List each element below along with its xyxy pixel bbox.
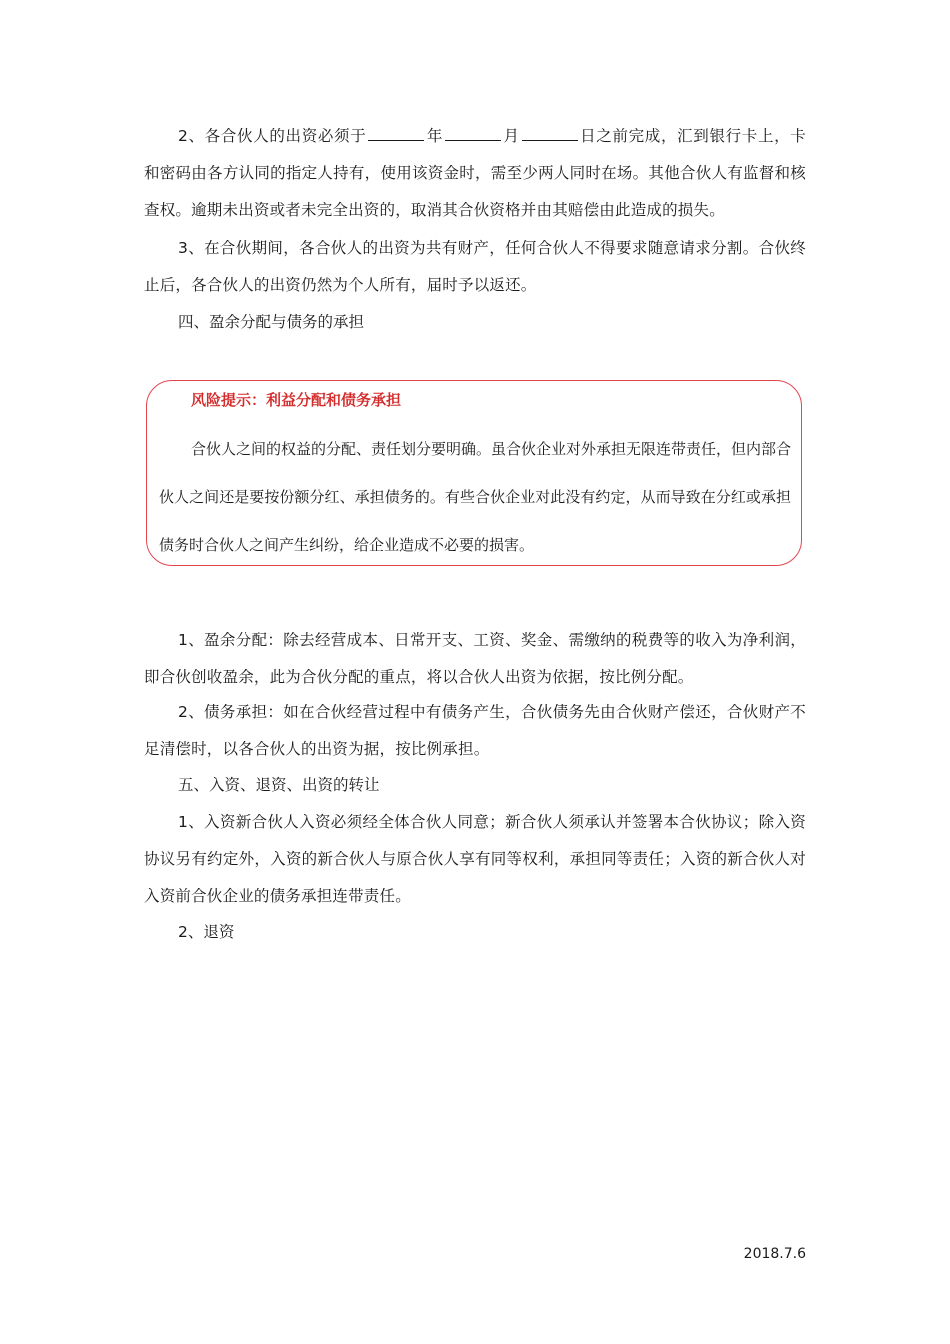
- year-label: 年: [426, 127, 444, 145]
- month-blank: [445, 124, 501, 141]
- month-label: 月: [503, 127, 520, 145]
- day-blank: [522, 124, 578, 141]
- paragraph-capital-contribution: [144, 118, 806, 229]
- paragraph-text: 日之前完成，汇到银行卡上，卡和密码由各方认同的指定人持有，使用该资金时，需至少两人同时在场。其他合伙人有监督和核查权。逾期未出资或者未完全出资的，取消其合伙资格并由其赔偿由此造成的损失。: [144, 127, 806, 219]
- paragraph-capital-entry: 1、入资新合伙人入资必须经全体合伙人同意；新合伙人须承认并签署本合伙协议；除入资协议另有约定外，入资的新合伙人与原合伙人享有同等权利，承担同等责任；入资的新合伙人对入资前合伙企业的债务承担连带责任。: [144, 813, 806, 905]
- footer-date: 2018.7.6: [743, 1246, 806, 1262]
- risk-notice-body: 合伙人之间的权益的分配、责任划分要明确。虽合伙企业对外承担无限连带责任，但内部合伙人之间还是要按份额分红、承担债务的。有些合伙企业对此没有约定，从而导致在分红或承担债务时合伙人之间产生纠纷，给企业造成不必要的损害。: [159, 440, 792, 554]
- paragraph-debt-bearing: 2、债务承担：如在合伙经营过程中有债务产生，合伙债务先由合伙财产偿还，合伙财产不足清偿时，以各合伙人的出资为据，按比例承担。: [144, 703, 806, 758]
- year-blank: [368, 124, 424, 141]
- risk-notice-box: [146, 380, 802, 566]
- paragraph-text: 2、各合伙人的出资必须于: [178, 127, 367, 145]
- section-heading-capital-transfer: 五、入资、退资、出资的转让: [178, 776, 380, 794]
- risk-notice-title: 风险提示：利益分配和债务承担: [191, 391, 402, 409]
- section-heading-profit-debt: 四、盈余分配与债务的承担: [178, 313, 365, 331]
- paragraph-capital-withdrawal: 2、退资: [178, 923, 235, 941]
- paragraph-profit-distribution: 1、盈余分配：除去经营成本、日常开支、工资、奖金、需缴纳的税费等的收入为净利润，即合伙创收盈余，此为合伙分配的重点，将以合伙人出资为依据，按比例分配。: [144, 631, 806, 686]
- paragraph-common-property: 3、在合伙期间，各合伙人的出资为共有财产，任何合伙人不得要求随意请求分割。合伙终止后，各合伙人的出资仍然为个人所有，届时予以返还。: [144, 239, 806, 294]
